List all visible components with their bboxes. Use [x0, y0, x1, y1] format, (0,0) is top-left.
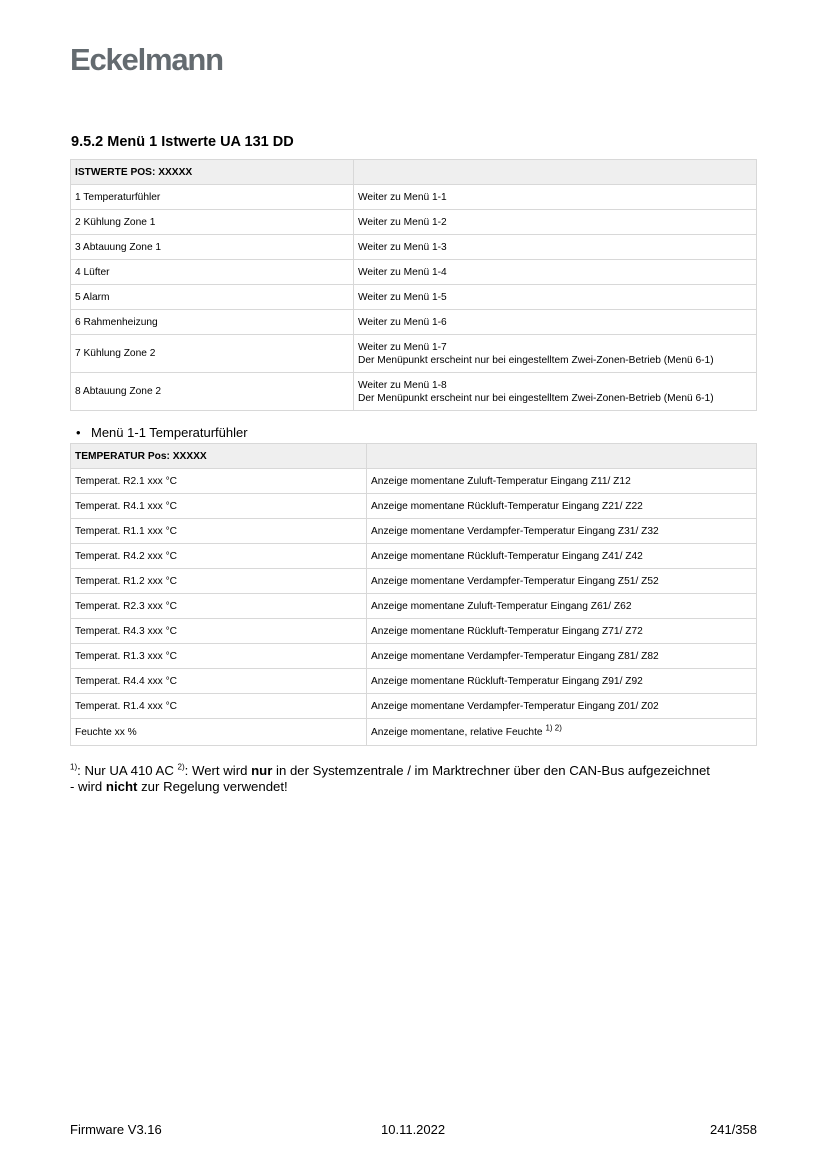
- row-value: Anzeige momentane Zuluft-Temperatur Eingang Z61/ Z62: [367, 594, 757, 619]
- row-value: Anzeige momentane Rückluft-Temperatur Eingang Z41/ Z42: [367, 544, 757, 569]
- row-value: Weiter zu Menü 1-1: [354, 185, 757, 210]
- table-header-cell: [367, 444, 757, 469]
- row-value: Weiter zu Menü 1-5: [354, 285, 757, 310]
- table-row: [71, 185, 757, 210]
- row-label: Temperat. R1.2 xxx °C: [71, 569, 367, 594]
- istwerte-table: [70, 159, 757, 411]
- row-value: Anzeige momentane Zuluft-Temperatur Eingang Z11/ Z12: [367, 469, 757, 494]
- footnote-text: zur Regelung verwendet!: [137, 779, 288, 794]
- table-row: [71, 494, 757, 519]
- row-value: Anzeige momentane Verdampfer-Temperatur Eingang Z81/ Z82: [367, 644, 757, 669]
- row-label: Feuchte xx %: [71, 719, 367, 746]
- row-value-line: Weiter zu Menü 1-7: [358, 341, 447, 353]
- footnote-emphasis: nur: [251, 763, 273, 778]
- row-label: 6 Rahmenheizung: [71, 310, 354, 335]
- row-value: Weiter zu Menü 1-4: [354, 260, 757, 285]
- table-header-cell: TEMPERATUR Pos: XXXXX: [71, 444, 367, 469]
- row-value: Anzeige momentane Verdampfer-Temperatur Eingang Z31/ Z32: [367, 519, 757, 544]
- row-value: Anzeige momentane Rückluft-Temperatur Eingang Z71/ Z72: [367, 619, 757, 644]
- table-row: [71, 694, 757, 719]
- table-row: [71, 619, 757, 644]
- footnote-emphasis: nicht: [105, 779, 138, 794]
- row-value-text: Anzeige momentane, relative Feuchte: [371, 726, 543, 738]
- bullet-text: Menü 1-1 Temperaturfühler: [91, 425, 248, 440]
- row-value: Anzeige momentane Rückluft-Temperatur Eingang Z21/ Z22: [367, 494, 757, 519]
- footnote-text: : Wert wird: [184, 763, 252, 778]
- row-value-line: Weiter zu Menü 1-8: [358, 379, 447, 391]
- table-header-cell: ISTWERTE POS: XXXXX: [71, 160, 354, 185]
- table-row: [71, 669, 757, 694]
- row-label: 1 Temperaturfühler: [71, 185, 354, 210]
- eckelmann-logo: Eckelmann: [70, 42, 223, 77]
- footnote-text: : Nur UA 410 AC: [77, 763, 178, 778]
- footer-page-number: 241/358: [710, 1122, 757, 1137]
- table-row: [71, 644, 757, 669]
- row-label: 5 Alarm: [71, 285, 354, 310]
- bullet-symbol: •: [76, 425, 81, 440]
- footnote-text: in der Systemzentrale / im Marktrechner über den CAN-Bus aufgezeichnet: [272, 763, 710, 778]
- footnote-text: - wird: [70, 779, 106, 794]
- row-label: 4 Lüfter: [71, 260, 354, 285]
- table-header-row: [71, 444, 757, 469]
- table-header-row: [71, 160, 757, 185]
- footnote: [70, 763, 770, 795]
- row-value-note: Der Menüpunkt erscheint nur bei eingestelltem Zwei-Zonen-Betrieb (Menü 6-1): [358, 392, 714, 404]
- row-label: Temperat. R2.3 xxx °C: [71, 594, 367, 619]
- row-value: Weiter zu Menü 1-3: [354, 235, 757, 260]
- table-row: [71, 469, 757, 494]
- row-label: 7 Kühlung Zone 2: [71, 335, 354, 373]
- table-row: [71, 569, 757, 594]
- row-label: Temperat. R4.3 xxx °C: [71, 619, 367, 644]
- table-row: [71, 235, 757, 260]
- row-label: Temperat. R1.4 xxx °C: [71, 694, 367, 719]
- section-title: 9.5.2 Menü 1 Istwerte UA 131 DD: [71, 134, 294, 150]
- row-value: Weiter zu Menü 1-6: [354, 310, 757, 335]
- row-label: Temperat. R4.4 xxx °C: [71, 669, 367, 694]
- table-row: [71, 544, 757, 569]
- table-row: [71, 594, 757, 619]
- table-row: [71, 519, 757, 544]
- footnote-marker: 2): [177, 762, 185, 772]
- footer-date: 10.11.2022: [381, 1122, 446, 1137]
- table-row: [71, 719, 757, 746]
- bullet-item: [76, 425, 248, 440]
- row-label: Temperat. R4.2 xxx °C: [71, 544, 367, 569]
- row-value: Weiter zu Menü 1-2: [354, 210, 757, 235]
- table-row: [71, 210, 757, 235]
- row-value: [367, 719, 757, 746]
- row-value: Anzeige momentane Verdampfer-Temperatur Eingang Z01/ Z02: [367, 694, 757, 719]
- row-value-note: Der Menüpunkt erscheint nur bei eingestelltem Zwei-Zonen-Betrieb (Menü 6-1): [358, 354, 714, 366]
- temperatur-table: [70, 443, 757, 746]
- row-value: [354, 373, 757, 411]
- table-header-cell: [354, 160, 757, 185]
- table-row: [71, 310, 757, 335]
- footnote-marker: 1): [70, 762, 78, 772]
- row-label: Temperat. R1.1 xxx °C: [71, 519, 367, 544]
- row-label: 8 Abtauung Zone 2: [71, 373, 354, 411]
- table-row: [71, 373, 757, 411]
- footnote-ref: 1) 2): [545, 723, 562, 733]
- row-value: Anzeige momentane Rückluft-Temperatur Eingang Z91/ Z92: [367, 669, 757, 694]
- row-label: Temperat. R4.1 xxx °C: [71, 494, 367, 519]
- table-row: [71, 285, 757, 310]
- row-value: Anzeige momentane Verdampfer-Temperatur Eingang Z51/ Z52: [367, 569, 757, 594]
- row-label: Temperat. R1.3 xxx °C: [71, 644, 367, 669]
- row-label: 3 Abtauung Zone 1: [71, 235, 354, 260]
- row-label: Temperat. R2.1 xxx °C: [71, 469, 367, 494]
- row-value: [354, 335, 757, 373]
- table-row: [71, 335, 757, 373]
- footer-firmware: Firmware V3.16: [70, 1122, 162, 1137]
- row-label: 2 Kühlung Zone 1: [71, 210, 354, 235]
- table-row: [71, 260, 757, 285]
